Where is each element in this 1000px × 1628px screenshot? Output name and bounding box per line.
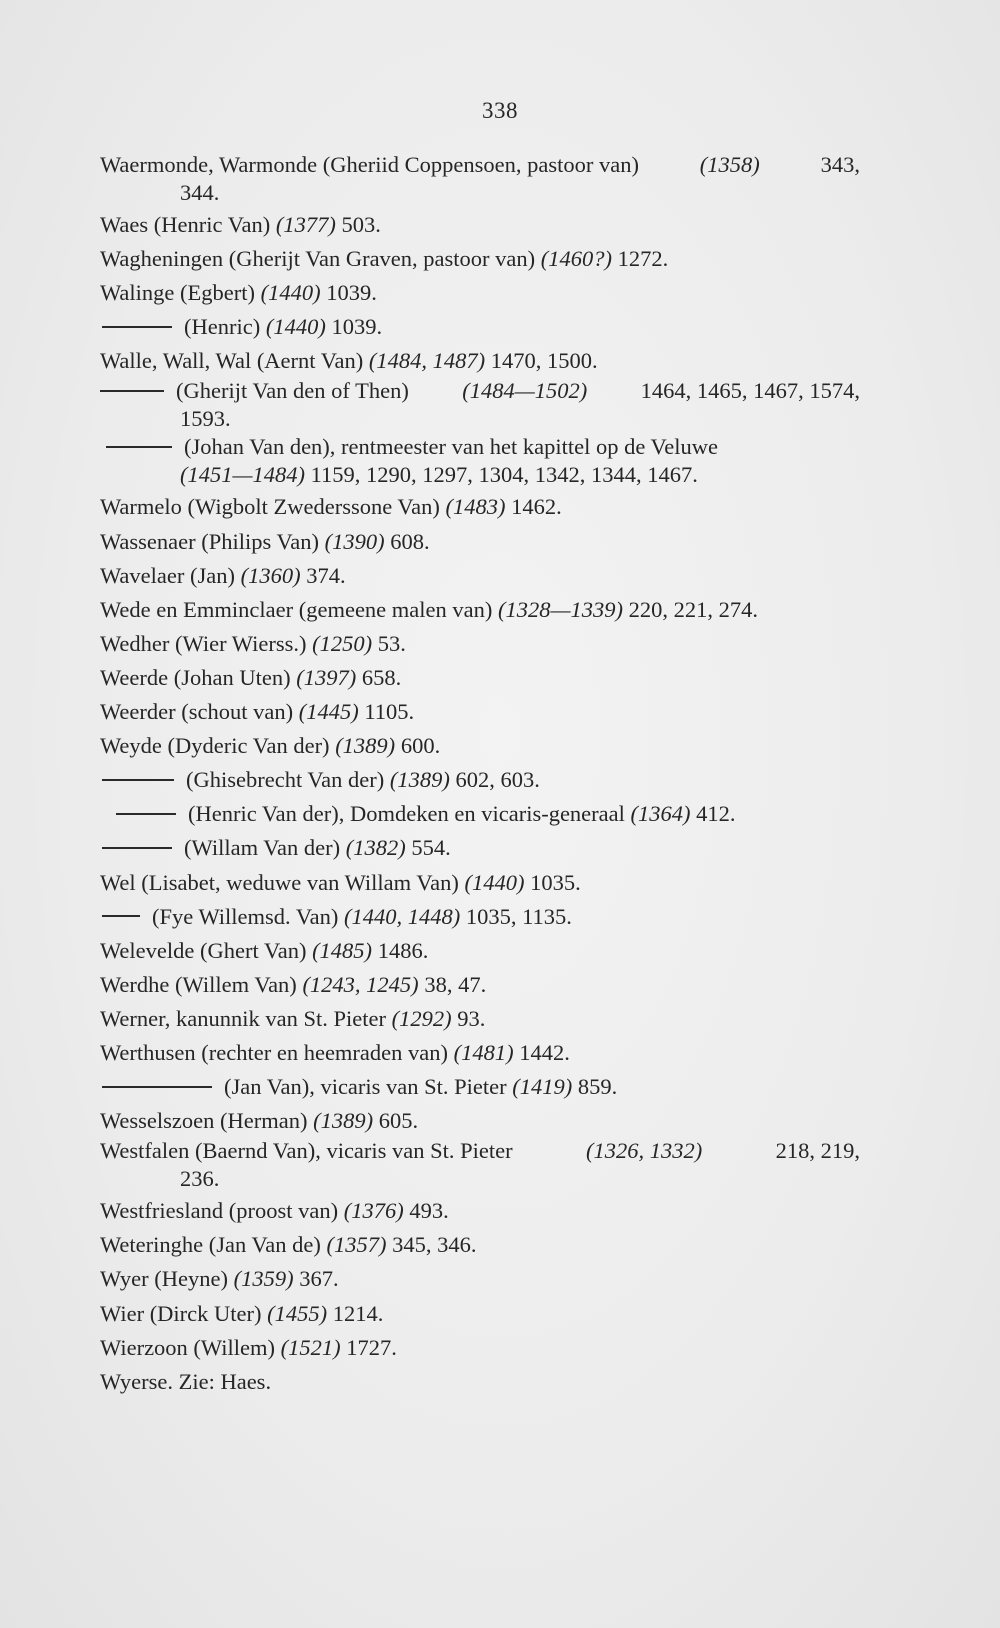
entry-date: (1359) bbox=[233, 1266, 294, 1292]
index-entry bbox=[100, 831, 860, 865]
entry-date: (1440) bbox=[265, 314, 326, 340]
index-entry bbox=[100, 729, 860, 763]
entry-name: Wassenaer (Philips Van) bbox=[100, 528, 319, 554]
entry-date: (1445) bbox=[298, 699, 359, 725]
ditto-dash bbox=[102, 779, 174, 781]
ditto-dash bbox=[102, 1086, 212, 1088]
entry-name: Wesselszoen (Herman) bbox=[100, 1108, 308, 1134]
entry-name: Wyerse. Zie: Haes. bbox=[100, 1368, 272, 1394]
entry-date: (1250) bbox=[312, 630, 373, 656]
index-entry bbox=[100, 242, 860, 276]
entry-name: Weteringhe (Jan Van de) bbox=[100, 1232, 321, 1258]
entry-date: (1292) bbox=[391, 1005, 452, 1031]
entry-date: (1357) bbox=[326, 1232, 387, 1258]
entry-refs: 38, 47. bbox=[424, 971, 487, 997]
index-entry bbox=[100, 1297, 860, 1331]
ditto-dash bbox=[100, 390, 164, 392]
index-entry bbox=[100, 310, 860, 344]
index-entry bbox=[100, 1228, 860, 1262]
entry-refs: 658. bbox=[361, 664, 402, 690]
index-entry bbox=[100, 490, 860, 524]
entry-refs: 605. bbox=[378, 1108, 419, 1134]
index-entry bbox=[100, 344, 860, 378]
entry-refs: 53. bbox=[377, 630, 406, 656]
entry-continuation: 1593. bbox=[180, 406, 231, 432]
entry-date: (1377) bbox=[275, 212, 336, 237]
entry-refs: 1486. bbox=[377, 937, 429, 963]
entry-name: Wagheningen (Gherijt Van Graven, pastoor van) bbox=[100, 246, 536, 272]
entry-date: (1389) bbox=[389, 767, 450, 793]
entry-name: Wedher (Wier Wierss.) bbox=[100, 630, 307, 656]
entry-date: (1485) bbox=[312, 937, 373, 963]
index-entry bbox=[100, 276, 860, 310]
entry-continuation: 344. bbox=[180, 180, 220, 205]
entry-refs: 1039. bbox=[331, 314, 383, 340]
entry-date: (1397) bbox=[296, 664, 357, 690]
entry-name: Werner, kanunnik van St. Pieter bbox=[100, 1005, 386, 1031]
entry-date: (1481) bbox=[453, 1039, 514, 1065]
index-entry bbox=[100, 1262, 860, 1296]
entry-date: (1484, 1487) bbox=[368, 348, 486, 374]
entry-date: (1243, 1245) bbox=[302, 971, 419, 997]
entry-refs: 608. bbox=[390, 528, 430, 554]
index-entry bbox=[100, 525, 860, 559]
entry-refs: 1470, 1500. bbox=[490, 348, 598, 374]
entry-date: (1390) bbox=[324, 528, 385, 554]
entry-refs: 1035, 1135. bbox=[465, 903, 572, 929]
entry-refs: 1214. bbox=[332, 1300, 384, 1326]
entry-name: (Johan Van den), rentmeester van het kapittel op de Veluwe bbox=[184, 434, 719, 460]
index-entry bbox=[100, 434, 860, 490]
entry-refs: 220, 221, 274. bbox=[628, 596, 758, 622]
ditto-dash bbox=[102, 847, 172, 849]
entry-name: Welevelde (Ghert Van) bbox=[100, 937, 307, 963]
entry-date: (1483) bbox=[445, 494, 506, 520]
index-entry bbox=[100, 627, 860, 661]
index-entry bbox=[100, 797, 860, 831]
index-entry bbox=[100, 968, 860, 1002]
ditto-dash bbox=[102, 915, 140, 917]
entry-name: Werdhe (Willem Van) bbox=[100, 971, 297, 997]
ditto-dash bbox=[102, 326, 172, 328]
entry-refs: 1272. bbox=[617, 246, 669, 272]
entry-name: Wavelaer (Jan) bbox=[100, 562, 235, 588]
entry-name: (Gherijt Van den of Then) bbox=[176, 378, 409, 404]
entry-name: Wel (Lisabet, weduwe van Willam Van) bbox=[100, 869, 459, 895]
index-entry bbox=[100, 1194, 860, 1228]
entry-date: (1455) bbox=[267, 1300, 328, 1326]
entry-refs: 412. bbox=[696, 801, 736, 827]
index-entry bbox=[100, 559, 860, 593]
entry-name: Waes (Henric Van) bbox=[100, 212, 271, 237]
entry-continuation: 236. bbox=[180, 1166, 220, 1192]
entry-name: Westfalen (Baernd Van), vicaris van St. Pieter bbox=[100, 1138, 513, 1164]
entry-refs: 1464, 1465, 1467, 1574, bbox=[640, 378, 860, 404]
entry-name: (Jan Van), vicaris van St. Pieter bbox=[224, 1074, 507, 1100]
entry-refs: 367. bbox=[299, 1266, 339, 1292]
entry-name: (Willam Van der) bbox=[184, 835, 341, 861]
entry-refs: 345, 346. bbox=[392, 1232, 477, 1258]
entry-name: Wierzoon (Willem) bbox=[100, 1334, 275, 1360]
index-entry bbox=[100, 1104, 860, 1138]
index-entry bbox=[100, 1331, 860, 1365]
entry-name: Wede en Emminclaer (gemeene malen van) bbox=[100, 596, 493, 622]
entry-name: Walinge (Egbert) bbox=[100, 280, 255, 306]
index-entry bbox=[100, 378, 860, 434]
entry-name: (Henric) bbox=[184, 314, 261, 340]
entry-date: (1419) bbox=[512, 1074, 573, 1100]
entry-name: Waermonde, Warmonde (Gheriid Coppensoen, pastoor van) bbox=[100, 152, 639, 177]
index-entry bbox=[100, 208, 860, 242]
index-entry bbox=[100, 695, 860, 729]
entry-name: (Fye Willemsd. Van) bbox=[152, 903, 339, 929]
entry-refs: 1159, 1290, 1297, 1304, 1342, 1344, 1467. bbox=[310, 462, 698, 488]
index-entry bbox=[100, 866, 860, 900]
entry-date: (1440, 1448) bbox=[344, 903, 461, 929]
entry-date: (1328—1339) bbox=[498, 596, 623, 622]
entry-refs: 343, bbox=[820, 152, 860, 177]
index-entry bbox=[100, 593, 860, 627]
entry-name: Weyde (Dyderic Van der) bbox=[100, 733, 330, 759]
entry-name: Wier (Dirck Uter) bbox=[100, 1300, 262, 1326]
entry-refs: 554. bbox=[411, 835, 451, 861]
entry-refs: 1462. bbox=[511, 494, 562, 520]
entry-refs: 374. bbox=[306, 562, 346, 588]
index-entry bbox=[100, 152, 860, 208]
ditto-dash bbox=[106, 446, 172, 448]
entry-date: (1326, 1332) bbox=[586, 1138, 703, 1164]
entry-name: Weerde (Johan Uten) bbox=[100, 664, 291, 690]
entry-refs: 1035. bbox=[530, 869, 581, 895]
entry-name: (Ghisebrecht Van der) bbox=[186, 767, 385, 793]
entry-refs: 1727. bbox=[346, 1334, 397, 1360]
entry-date: (1360) bbox=[240, 562, 301, 588]
entry-refs: 1039. bbox=[326, 280, 377, 306]
index-entry bbox=[100, 763, 860, 797]
entry-date: (1382) bbox=[345, 835, 406, 861]
ditto-dash bbox=[116, 813, 176, 815]
index-entry bbox=[100, 661, 860, 695]
entry-name: Weerder (schout van) bbox=[100, 699, 294, 725]
entry-name: (Henric Van der), Domdeken en vicaris-generaal bbox=[188, 801, 625, 827]
entry-refs: 1442. bbox=[519, 1039, 570, 1065]
index-entry bbox=[100, 1002, 860, 1036]
index-entry bbox=[100, 1365, 860, 1399]
entry-refs: 93. bbox=[457, 1005, 486, 1031]
index-entry bbox=[100, 934, 860, 968]
index-entry bbox=[100, 1070, 860, 1104]
entry-name: Wyer (Heyne) bbox=[100, 1266, 228, 1292]
index-list bbox=[100, 152, 860, 1399]
entry-date: (1484—1502) bbox=[462, 378, 588, 404]
entry-date: (1376) bbox=[343, 1198, 404, 1224]
entry-date: (1460?) bbox=[540, 246, 613, 272]
entry-name: Westfriesland (proost van) bbox=[100, 1198, 339, 1224]
entry-date: (1389) bbox=[313, 1108, 374, 1134]
entry-date: (1389) bbox=[335, 733, 396, 759]
index-entry bbox=[100, 900, 860, 934]
index-entry bbox=[100, 1036, 860, 1070]
entry-refs: 503. bbox=[341, 212, 381, 237]
entry-refs: 859. bbox=[577, 1074, 618, 1100]
entry-refs: 602, 603. bbox=[455, 767, 540, 793]
entry-name: Walle, Wall, Wal (Aernt Van) bbox=[100, 348, 364, 374]
entry-date: (1451—1484) bbox=[180, 462, 305, 488]
entry-name: Werthusen (rechter en heemraden van) bbox=[100, 1039, 449, 1065]
entry-refs: 493. bbox=[409, 1198, 449, 1224]
entry-date: (1521) bbox=[280, 1334, 341, 1360]
entry-date: (1440) bbox=[464, 869, 525, 895]
entry-refs: 218, 219, bbox=[775, 1138, 860, 1164]
index-entry bbox=[100, 1138, 860, 1194]
entry-date: (1364) bbox=[630, 801, 691, 827]
entry-refs: 1105. bbox=[364, 699, 415, 725]
entry-date: (1440) bbox=[260, 280, 321, 306]
entry-date: (1358) bbox=[699, 152, 760, 177]
entry-name: Warmelo (Wigbolt Zwederssone Van) bbox=[100, 494, 440, 520]
entry-refs: 600. bbox=[400, 733, 441, 759]
page-number: 338 bbox=[482, 98, 518, 123]
